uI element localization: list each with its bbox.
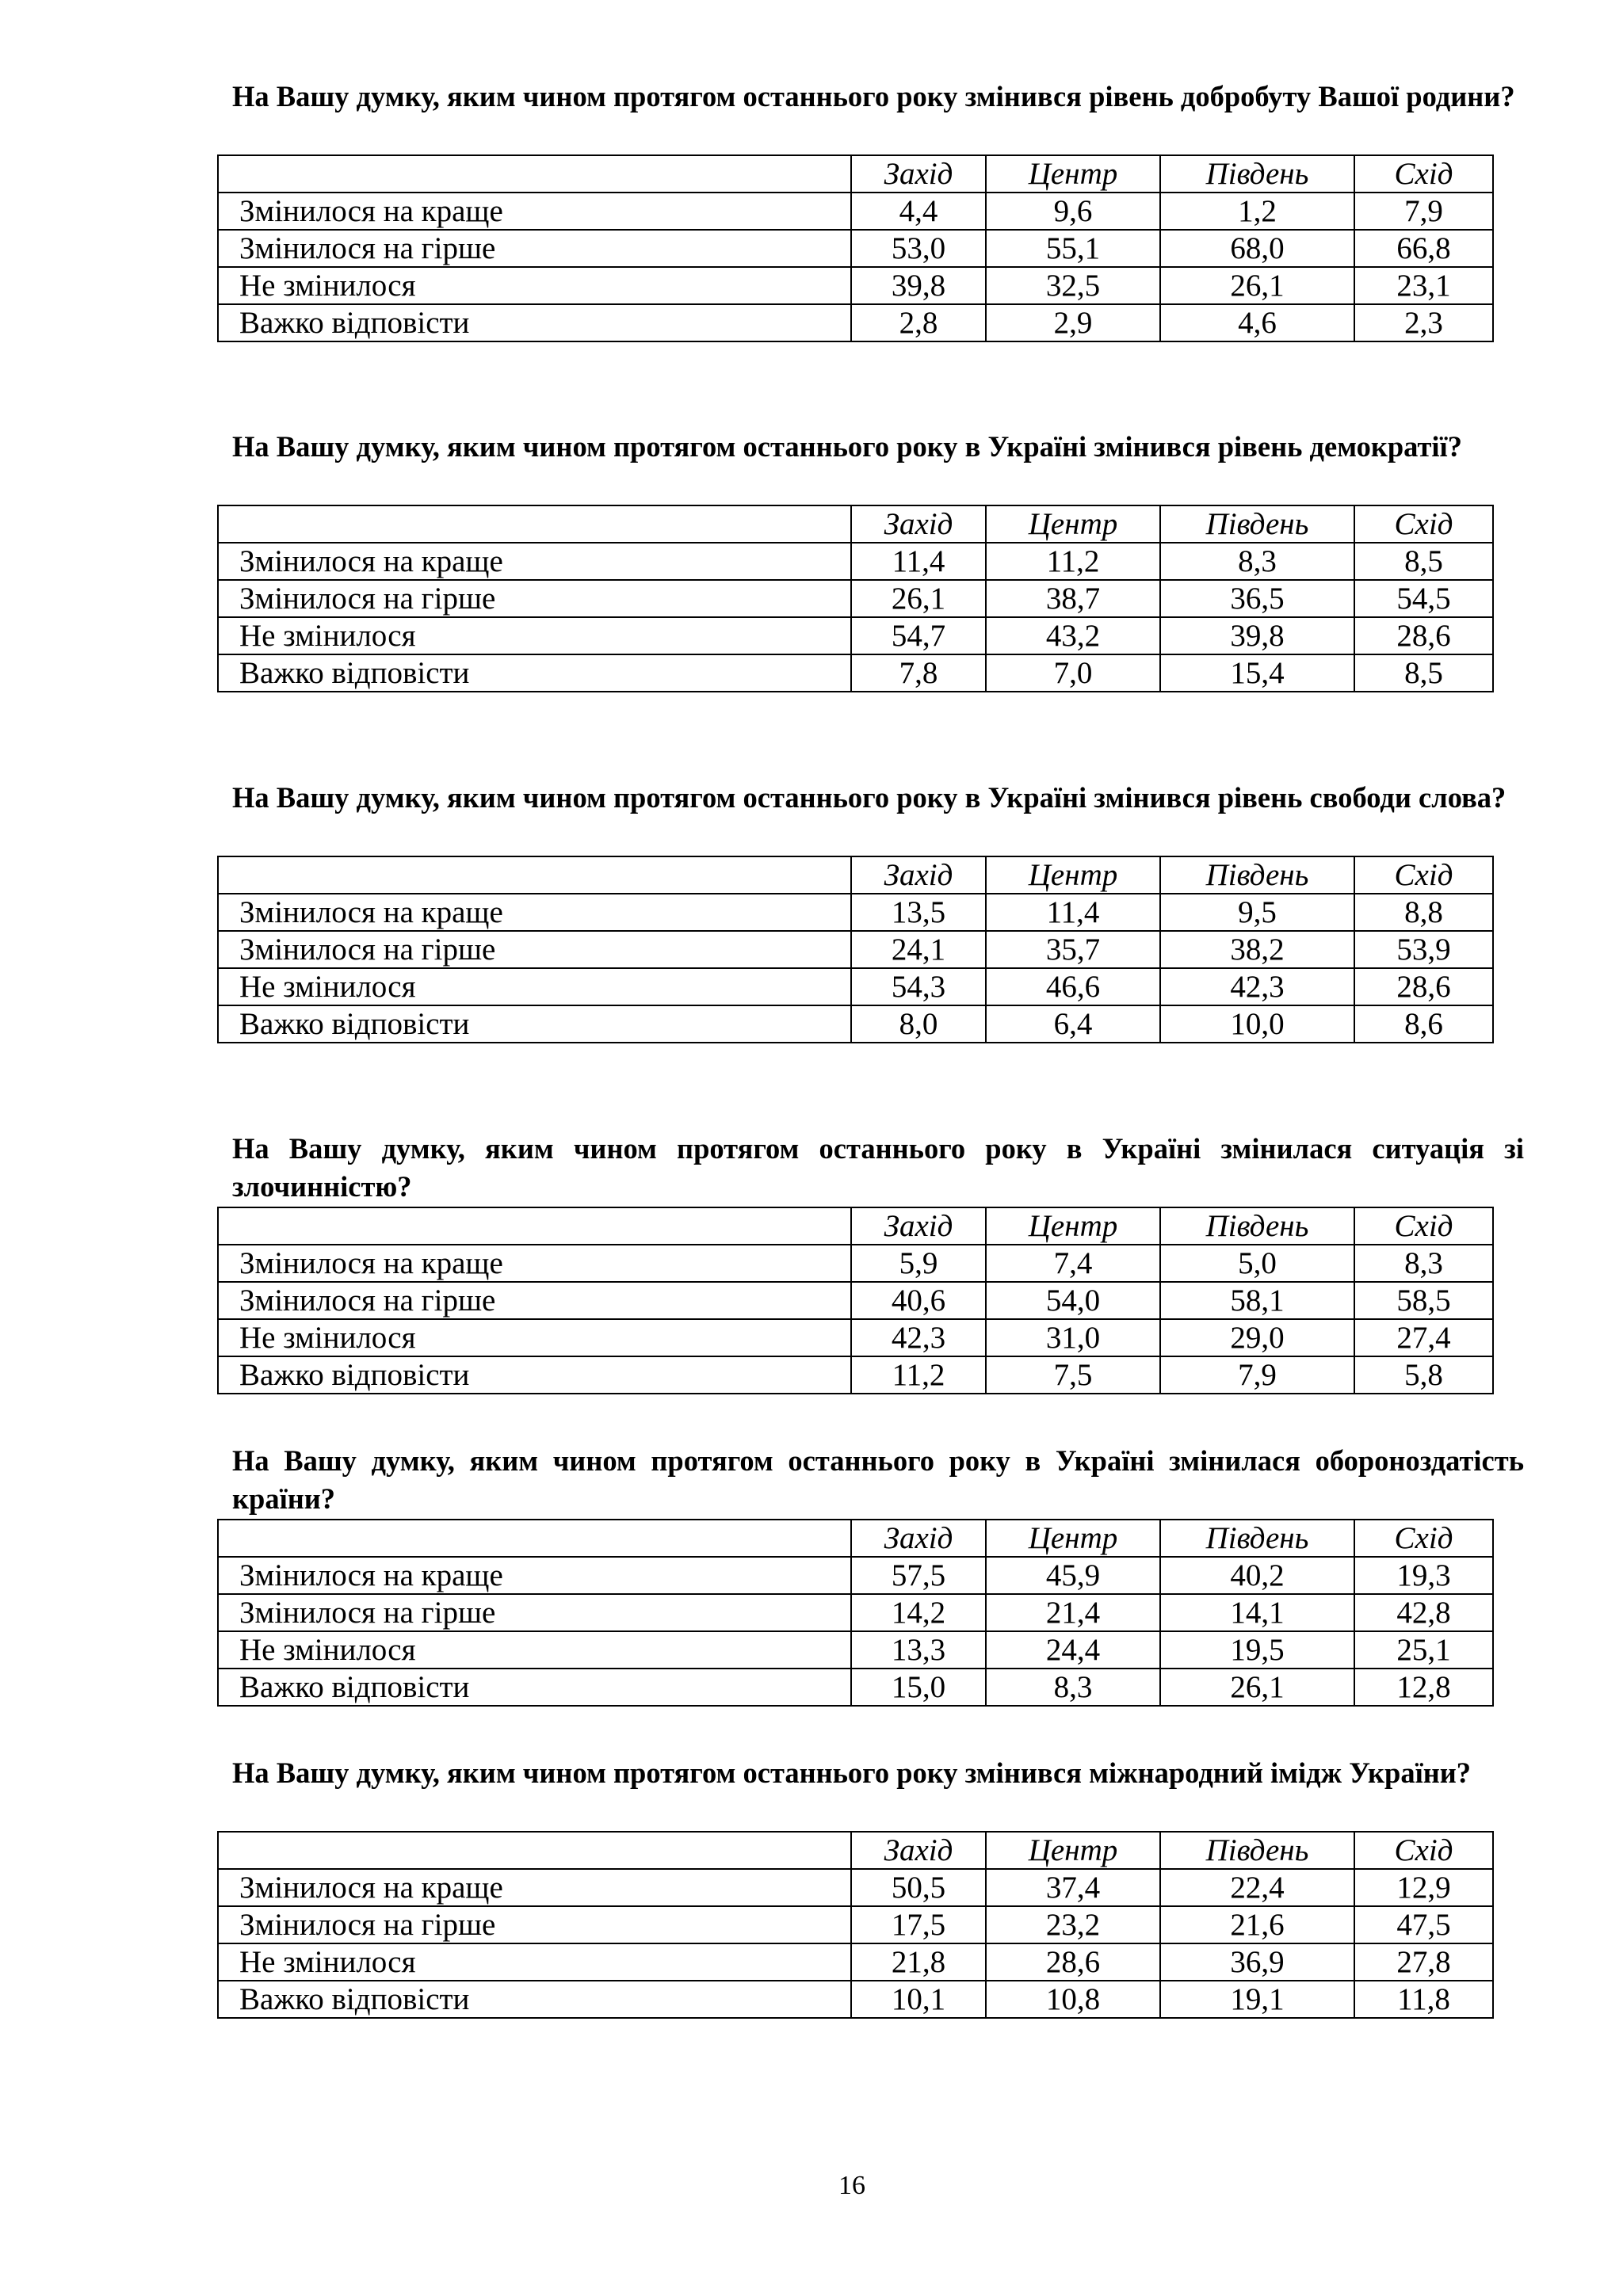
value-cell: 32,5 <box>986 267 1160 304</box>
value-cell: 39,8 <box>851 267 986 304</box>
table-row <box>218 230 1493 267</box>
value-cell: 58,5 <box>1354 1282 1493 1319</box>
value-cell: 15,0 <box>851 1669 986 1706</box>
value-cell: 28,6 <box>1354 968 1493 1005</box>
table-row <box>218 1981 1493 2018</box>
column-header: Захід <box>851 1520 986 1557</box>
table-row <box>218 894 1493 931</box>
column-header: Південь <box>1160 1832 1354 1869</box>
column-header: Південь <box>1160 856 1354 894</box>
value-cell: 54,7 <box>851 617 986 654</box>
column-header: Південь <box>1160 505 1354 543</box>
value-cell: 11,8 <box>1354 1981 1493 2018</box>
value-cell: 28,6 <box>1354 617 1493 654</box>
table-row <box>218 543 1493 580</box>
value-cell: 42,3 <box>851 1319 986 1356</box>
value-cell: 5,8 <box>1354 1356 1493 1394</box>
column-header: Захід <box>851 1207 986 1245</box>
value-cell: 53,9 <box>1354 931 1493 968</box>
column-header: Захід <box>851 505 986 543</box>
value-cell: 6,4 <box>986 1005 1160 1043</box>
value-cell: 40,2 <box>1160 1557 1354 1594</box>
value-cell: 21,8 <box>851 1943 986 1981</box>
header-empty-cell <box>218 1207 851 1245</box>
row-label: Змінилося на краще <box>218 894 851 931</box>
value-cell: 11,4 <box>986 894 1160 931</box>
column-header: Південь <box>1160 1520 1354 1557</box>
row-label: Змінилося на краще <box>218 193 851 230</box>
results-table <box>217 1207 1494 1394</box>
value-cell: 68,0 <box>1160 230 1354 267</box>
value-cell: 37,4 <box>986 1869 1160 1906</box>
header-row <box>218 155 1493 193</box>
value-cell: 7,9 <box>1354 193 1493 230</box>
row-label: Важко відповісти <box>218 1005 851 1043</box>
value-cell: 39,8 <box>1160 617 1354 654</box>
value-cell: 4,6 <box>1160 304 1354 341</box>
value-cell: 38,7 <box>986 580 1160 617</box>
value-cell: 14,2 <box>851 1594 986 1631</box>
value-cell: 5,9 <box>851 1245 986 1282</box>
table-row <box>218 1282 1493 1319</box>
value-cell: 38,2 <box>1160 931 1354 968</box>
table-row <box>218 1631 1493 1669</box>
results-table <box>217 154 1494 342</box>
value-cell: 26,1 <box>851 580 986 617</box>
value-cell: 58,1 <box>1160 1282 1354 1319</box>
question-title: На Вашу думку, яким чином протягом останнього року в Україні змінилася обороноздатість країни? <box>232 1444 1524 1515</box>
value-cell: 9,5 <box>1160 894 1354 931</box>
question-title: На Вашу думку, яким чином протягом останнього року в Україні змінився рівень демократії? <box>232 430 1462 463</box>
column-header: Схід <box>1354 856 1493 894</box>
value-cell: 19,1 <box>1160 1981 1354 2018</box>
header-empty-cell <box>218 1520 851 1557</box>
table-row <box>218 968 1493 1005</box>
column-header: Центр <box>986 1832 1160 1869</box>
header-empty-cell <box>218 856 851 894</box>
value-cell: 36,5 <box>1160 580 1354 617</box>
table-row <box>218 1869 1493 1906</box>
table-row <box>218 1943 1493 1981</box>
header-row <box>218 1207 1493 1245</box>
value-cell: 8,3 <box>1354 1245 1493 1282</box>
value-cell: 54,0 <box>986 1282 1160 1319</box>
value-cell: 7,0 <box>986 654 1160 692</box>
value-cell: 21,4 <box>986 1594 1160 1631</box>
column-header: Захід <box>851 155 986 193</box>
table-row <box>218 1005 1493 1043</box>
value-cell: 29,0 <box>1160 1319 1354 1356</box>
value-cell: 35,7 <box>986 931 1160 968</box>
row-label: Не змінилося <box>218 1319 851 1356</box>
value-cell: 21,6 <box>1160 1906 1354 1943</box>
value-cell: 2,9 <box>986 304 1160 341</box>
question-title: На Вашу думку, яким чином протягом останнього року в Україні змінився рівень свободи слова? <box>232 781 1507 814</box>
value-cell: 9,6 <box>986 193 1160 230</box>
value-cell: 24,1 <box>851 931 986 968</box>
results-table <box>217 505 1494 692</box>
row-label: Важко відповісти <box>218 654 851 692</box>
value-cell: 54,5 <box>1354 580 1493 617</box>
results-table <box>217 1831 1494 2019</box>
value-cell: 2,8 <box>851 304 986 341</box>
row-label: Змінилося на краще <box>218 1245 851 1282</box>
value-cell: 13,3 <box>851 1631 986 1669</box>
header-row <box>218 856 1493 894</box>
value-cell: 54,3 <box>851 968 986 1005</box>
value-cell: 46,6 <box>986 968 1160 1005</box>
row-label: Змінилося на гірше <box>218 230 851 267</box>
value-cell: 66,8 <box>1354 230 1493 267</box>
value-cell: 5,0 <box>1160 1245 1354 1282</box>
table-row <box>218 1319 1493 1356</box>
row-label: Не змінилося <box>218 1631 851 1669</box>
results-table <box>217 856 1494 1043</box>
value-cell: 40,6 <box>851 1282 986 1319</box>
header-row <box>218 1832 1493 1869</box>
column-header: Центр <box>986 505 1160 543</box>
question-title: На Вашу думку, яким чином протягом останнього року змінився міжнародний імідж України? <box>232 1756 1472 1789</box>
value-cell: 11,2 <box>986 543 1160 580</box>
table-row <box>218 654 1493 692</box>
table-row <box>218 1245 1493 1282</box>
row-label: Змінилося на гірше <box>218 1594 851 1631</box>
header-empty-cell <box>218 155 851 193</box>
row-label: Змінилося на гірше <box>218 580 851 617</box>
header-row <box>218 505 1493 543</box>
header-empty-cell <box>218 505 851 543</box>
value-cell: 10,1 <box>851 1981 986 2018</box>
value-cell: 28,6 <box>986 1943 1160 1981</box>
value-cell: 19,3 <box>1354 1557 1493 1594</box>
value-cell: 7,4 <box>986 1245 1160 1282</box>
value-cell: 57,5 <box>851 1557 986 1594</box>
value-cell: 27,8 <box>1354 1943 1493 1981</box>
row-label: Не змінилося <box>218 267 851 304</box>
table-row <box>218 304 1493 341</box>
row-label: Важко відповісти <box>218 1981 851 2018</box>
table-row <box>218 267 1493 304</box>
value-cell: 1,2 <box>1160 193 1354 230</box>
value-cell: 42,3 <box>1160 968 1354 1005</box>
row-label: Не змінилося <box>218 617 851 654</box>
question-title: На Вашу думку, яким чином протягом останнього року змінився рівень добробуту Вашої родини? <box>232 80 1515 113</box>
value-cell: 15,4 <box>1160 654 1354 692</box>
value-cell: 11,2 <box>851 1356 986 1394</box>
value-cell: 7,5 <box>986 1356 1160 1394</box>
column-header: Центр <box>986 155 1160 193</box>
column-header: Захід <box>851 1832 986 1869</box>
value-cell: 10,0 <box>1160 1005 1354 1043</box>
value-cell: 53,0 <box>851 230 986 267</box>
value-cell: 8,0 <box>851 1005 986 1043</box>
table-row <box>218 1557 1493 1594</box>
column-header: Схід <box>1354 1520 1493 1557</box>
row-label: Змінилося на гірше <box>218 931 851 968</box>
value-cell: 25,1 <box>1354 1631 1493 1669</box>
value-cell: 8,5 <box>1354 654 1493 692</box>
row-label: Змінилося на краще <box>218 1869 851 1906</box>
column-header: Південь <box>1160 1207 1354 1245</box>
value-cell: 43,2 <box>986 617 1160 654</box>
value-cell: 14,1 <box>1160 1594 1354 1631</box>
value-cell: 8,3 <box>986 1669 1160 1706</box>
row-label: Не змінилося <box>218 1943 851 1981</box>
value-cell: 22,4 <box>1160 1869 1354 1906</box>
value-cell: 23,1 <box>1354 267 1493 304</box>
value-cell: 8,8 <box>1354 894 1493 931</box>
row-label: Змінилося на гірше <box>218 1282 851 1319</box>
row-label: Важко відповісти <box>218 1356 851 1394</box>
table-row <box>218 1906 1493 1943</box>
table-row <box>218 617 1493 654</box>
results-table <box>217 1519 1494 1707</box>
row-label: Не змінилося <box>218 968 851 1005</box>
column-header: Південь <box>1160 155 1354 193</box>
column-header: Схід <box>1354 1207 1493 1245</box>
column-header: Схід <box>1354 505 1493 543</box>
value-cell: 11,4 <box>851 543 986 580</box>
table-row <box>218 1669 1493 1706</box>
row-label: Важко відповісти <box>218 1669 851 1706</box>
value-cell: 23,2 <box>986 1906 1160 1943</box>
value-cell: 42,8 <box>1354 1594 1493 1631</box>
value-cell: 17,5 <box>851 1906 986 1943</box>
value-cell: 12,9 <box>1354 1869 1493 1906</box>
value-cell: 8,6 <box>1354 1005 1493 1043</box>
table-row <box>218 931 1493 968</box>
value-cell: 50,5 <box>851 1869 986 1906</box>
value-cell: 36,9 <box>1160 1943 1354 1981</box>
value-cell: 47,5 <box>1354 1906 1493 1943</box>
value-cell: 45,9 <box>986 1557 1160 1594</box>
row-label: Змінилося на гірше <box>218 1906 851 1943</box>
value-cell: 12,8 <box>1354 1669 1493 1706</box>
row-label: Важко відповісти <box>218 304 851 341</box>
column-header: Схід <box>1354 1832 1493 1869</box>
value-cell: 55,1 <box>986 230 1160 267</box>
row-label: Змінилося на краще <box>218 543 851 580</box>
question-title: На Вашу думку, яким чином протягом останнього року в Україні змінилася ситуація зі злочинністю? <box>232 1132 1524 1203</box>
table-row <box>218 580 1493 617</box>
table-row <box>218 193 1493 230</box>
column-header: Центр <box>986 1207 1160 1245</box>
page-number: 16 <box>838 2171 865 2200</box>
column-header: Схід <box>1354 155 1493 193</box>
column-header: Захід <box>851 856 986 894</box>
row-label: Змінилося на краще <box>218 1557 851 1594</box>
value-cell: 24,4 <box>986 1631 1160 1669</box>
value-cell: 7,8 <box>851 654 986 692</box>
value-cell: 31,0 <box>986 1319 1160 1356</box>
header-empty-cell <box>218 1832 851 1869</box>
header-row <box>218 1520 1493 1557</box>
value-cell: 7,9 <box>1160 1356 1354 1394</box>
value-cell: 19,5 <box>1160 1631 1354 1669</box>
value-cell: 4,4 <box>851 193 986 230</box>
value-cell: 8,3 <box>1160 543 1354 580</box>
table-row <box>218 1356 1493 1394</box>
table-row <box>218 1594 1493 1631</box>
value-cell: 8,5 <box>1354 543 1493 580</box>
column-header: Центр <box>986 856 1160 894</box>
value-cell: 26,1 <box>1160 1669 1354 1706</box>
value-cell: 27,4 <box>1354 1319 1493 1356</box>
value-cell: 2,3 <box>1354 304 1493 341</box>
column-header: Центр <box>986 1520 1160 1557</box>
value-cell: 13,5 <box>851 894 986 931</box>
value-cell: 26,1 <box>1160 267 1354 304</box>
value-cell: 10,8 <box>986 1981 1160 2018</box>
